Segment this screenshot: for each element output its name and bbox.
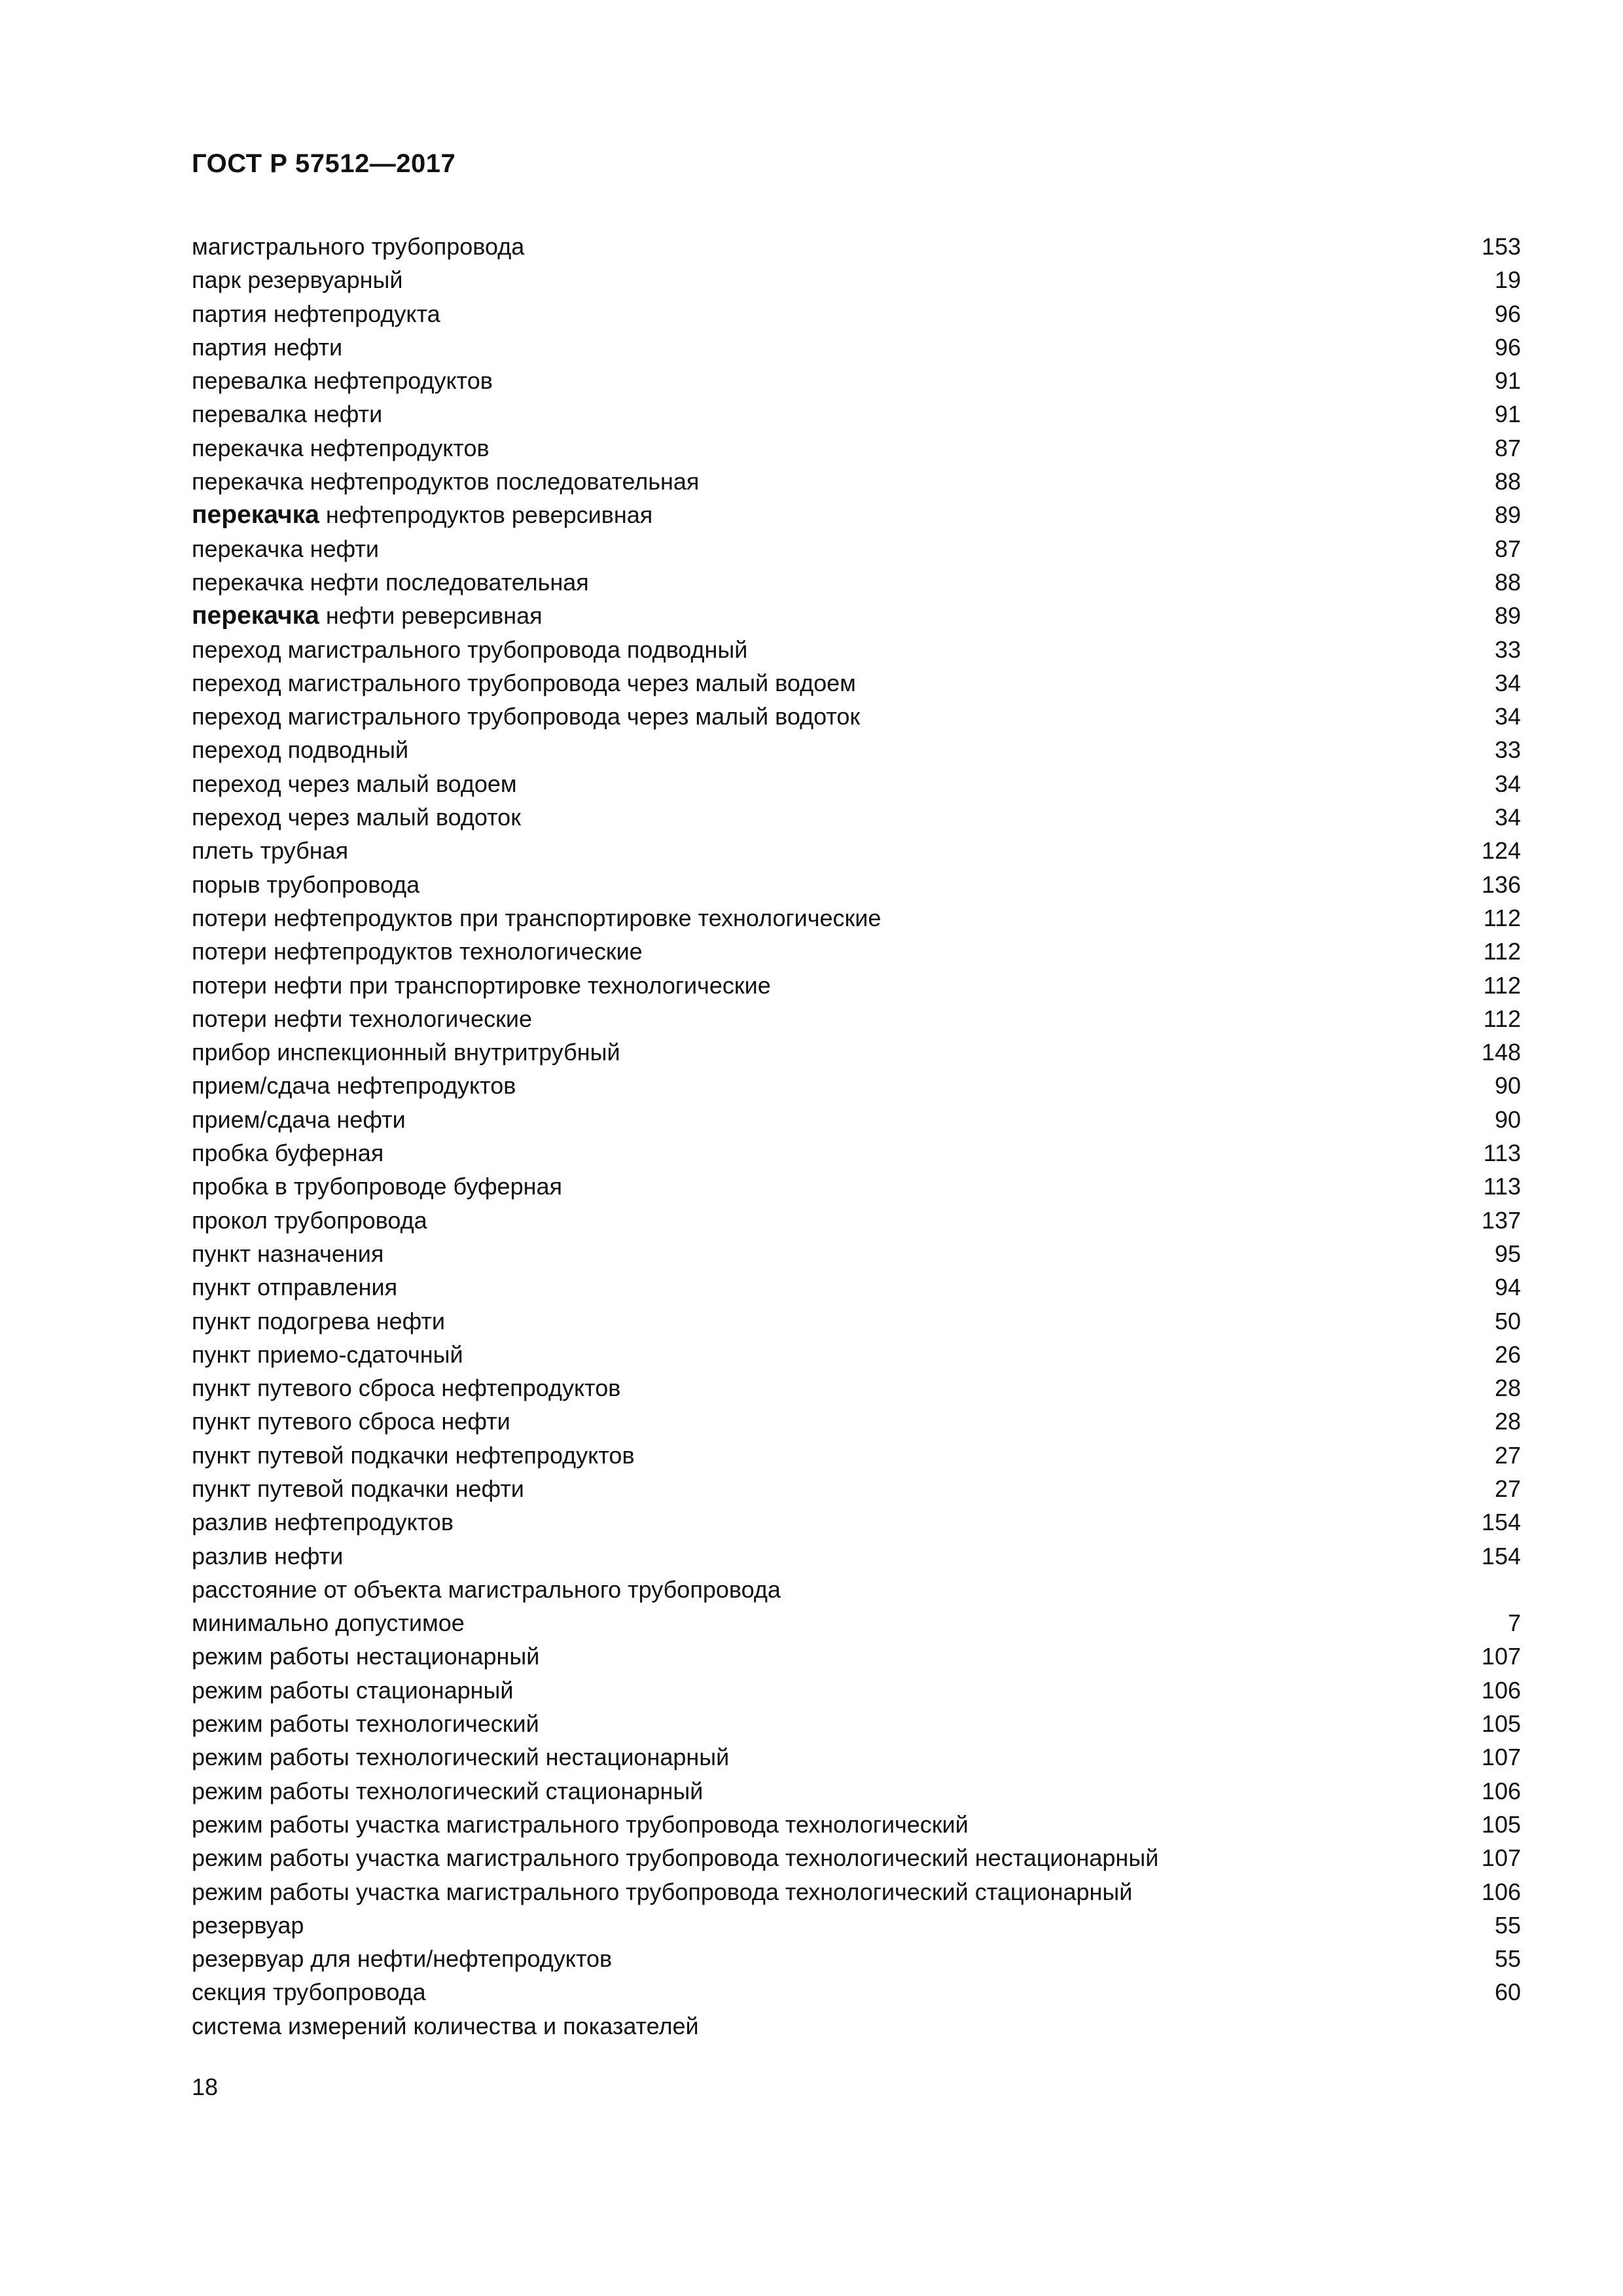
index-term [192, 1439, 635, 1472]
index-entry [192, 666, 1521, 700]
index-page-number: 34 [1494, 669, 1521, 696]
index-page-number: 106 [1481, 1676, 1521, 1704]
index-page-number: 33 [1494, 736, 1521, 764]
index-entry [192, 397, 1521, 431]
index-term [192, 868, 419, 901]
index-term [192, 969, 771, 1002]
index-term-text: пробка буферная [192, 1139, 384, 1167]
index-term-text: переход магистрального трубопровода через малый водоток [192, 703, 861, 730]
index-term [192, 1606, 465, 1640]
index-term-text: магистрального трубопровода [192, 233, 525, 260]
index-term [192, 1505, 454, 1539]
index-page-number: 91 [1494, 367, 1521, 395]
index-term-text: пункт путевой подкачки нефтепродуктов [192, 1441, 635, 1469]
index-term [192, 1136, 383, 1170]
index-term [192, 1170, 562, 1203]
index-page-number: 50 [1494, 1307, 1521, 1335]
index-entry [192, 969, 1521, 1002]
index-term [192, 565, 589, 599]
index-page-number: 106 [1481, 1777, 1521, 1804]
index-term-text: плеть трубная [192, 837, 349, 865]
index-term-text: потери нефти при транспортировке технологические [192, 971, 771, 999]
index-entry [192, 1674, 1521, 1707]
index-term-text: порыв трубопровода [192, 870, 420, 898]
index-page-number: 55 [1494, 1911, 1521, 1939]
index-term-text: пункт путевой подкачки нефти [192, 1475, 524, 1502]
index-page-number: 136 [1481, 870, 1521, 898]
index-entry [192, 431, 1521, 465]
index-entry [192, 1472, 1521, 1505]
index-term-text: перевалка нефтепродуктов [192, 367, 493, 395]
index-page-number: 113 [1483, 1173, 1521, 1200]
index-term-text: резервуар для нефти/нефтепродуктов [192, 1945, 613, 1973]
index-entry [192, 1270, 1521, 1304]
index-entry [192, 2009, 1521, 2043]
index-term [192, 1909, 304, 1942]
index-term-text: прием/сдача нефтепродуктов [192, 1072, 516, 1100]
index-term-text: режим работы нестационарный [192, 1643, 540, 1670]
index-page-number: 112 [1483, 938, 1521, 965]
index-page-number: 124 [1481, 837, 1521, 865]
page-number: 18 [192, 2073, 219, 2100]
index-entry [192, 263, 1521, 296]
index-term [192, 1808, 969, 1841]
index-term-text: пункт приемо-сдаточный [192, 1340, 463, 1368]
index-term [192, 1002, 532, 1035]
index-term [192, 1875, 1132, 1909]
index-page-number: 96 [1494, 333, 1521, 361]
index-term-text: прокол трубопровода [192, 1206, 427, 1234]
index-term-text: система измерений количества и показателей [192, 2012, 699, 2039]
index-page-number: 94 [1494, 1274, 1521, 1301]
index-page-number: 91 [1494, 401, 1521, 428]
index-page-number: 137 [1481, 1206, 1521, 1234]
index-entry [192, 1640, 1521, 1673]
index-page-number: 33 [1494, 636, 1521, 663]
index-term [192, 1304, 445, 1338]
index-term [192, 733, 408, 766]
index-page-number: 28 [1494, 1374, 1521, 1402]
index-term-text: перекачка нефти последовательная [192, 568, 589, 596]
index-page-number: 87 [1494, 535, 1521, 562]
index-entry [192, 1405, 1521, 1438]
index-term [192, 1942, 612, 1975]
index-term [192, 532, 379, 565]
alphabetical-index [192, 230, 1521, 2043]
index-entry [192, 465, 1521, 498]
index-page-number: 88 [1494, 468, 1521, 495]
index-entry [192, 498, 1521, 531]
index-term-text: потери нефтепродуктов при транспортировке технологические [192, 904, 882, 931]
index-term [192, 1539, 343, 1573]
index-term-text: переход через малый водоток [192, 804, 521, 831]
index-term-text: перекачка нефти [192, 535, 379, 562]
index-term-text: режим работы участка магистрального трубопровода технологический нестационарный [192, 1844, 1159, 1872]
index-term [192, 1975, 426, 2009]
index-term-text: потери нефтепродуктов технологические [192, 938, 643, 965]
index-page-number: 106 [1481, 1878, 1521, 1905]
index-page-number: 96 [1494, 300, 1521, 327]
index-page-number: 113 [1483, 1139, 1521, 1167]
index-entry [192, 1774, 1521, 1808]
index-page-number: 34 [1494, 770, 1521, 797]
index-entry [192, 331, 1521, 364]
index-entry [192, 599, 1521, 632]
index-term-text: переход магистрального трубопровода через малый водоем [192, 669, 856, 696]
index-entry [192, 1740, 1521, 1774]
index-term [192, 2009, 699, 2043]
index-term-text: перевалка нефти [192, 401, 383, 428]
index-term [192, 1204, 427, 1237]
index-term [192, 633, 747, 666]
index-entry [192, 1035, 1521, 1069]
index-term-text: потери нефти технологические [192, 1005, 533, 1032]
index-term-text: пункт подогрева нефти [192, 1307, 446, 1335]
index-entry [192, 1103, 1521, 1136]
index-term-text: режим работы участка магистрального трубопровода технологический [192, 1810, 969, 1838]
index-term [192, 297, 440, 331]
index-term-text: режим работы стационарный [192, 1676, 514, 1704]
index-page-number: 153 [1481, 233, 1521, 260]
index-entry [192, 1338, 1521, 1371]
index-term [192, 1069, 516, 1102]
index-term [192, 1035, 620, 1069]
index-term-text: пункт назначения [192, 1240, 384, 1267]
index-term-text: режим работы технологический [192, 1710, 539, 1738]
index-term-text: переход подводный [192, 736, 409, 764]
index-term [192, 1841, 1158, 1874]
index-entry [192, 767, 1521, 800]
index-term-text: пробка в трубопроводе буферная [192, 1173, 562, 1200]
index-page-number: 26 [1494, 1340, 1521, 1368]
index-term-text: партия нефтепродукта [192, 300, 440, 327]
index-term [192, 666, 856, 700]
index-term [192, 935, 643, 968]
index-page-number: 19 [1494, 266, 1521, 294]
index-page-number: 87 [1494, 434, 1521, 461]
index-page-number: 112 [1483, 904, 1521, 931]
index-term-text: прием/сдача нефти [192, 1105, 406, 1133]
index-term [192, 800, 521, 834]
index-entry [192, 565, 1521, 599]
index-entry [192, 901, 1521, 935]
index-term-text: пункт путевого сброса нефти [192, 1408, 510, 1435]
index-term [192, 1237, 383, 1270]
index-entry [192, 800, 1521, 834]
index-term-text: разлив нефти [192, 1542, 344, 1570]
index-entry [192, 1002, 1521, 1035]
index-page-number: 55 [1494, 1945, 1521, 1973]
index-entry [192, 1069, 1521, 1102]
index-page-number: 34 [1494, 703, 1521, 730]
index-page-number: 105 [1481, 1710, 1521, 1738]
index-page-number: 88 [1494, 568, 1521, 596]
index-term [192, 901, 881, 935]
index-term [192, 1774, 703, 1808]
index-term [192, 431, 490, 465]
index-entry [192, 1237, 1521, 1270]
index-term [192, 1405, 510, 1438]
index-entry [192, 633, 1521, 666]
index-page-number: 112 [1483, 1005, 1521, 1032]
index-page-number: 107 [1481, 1844, 1521, 1872]
index-term-text: переход через малый водоем [192, 770, 517, 797]
index-entry [192, 1573, 1521, 1606]
index-term [192, 331, 342, 364]
index-term [192, 700, 860, 733]
index-page-number: 27 [1494, 1475, 1521, 1502]
index-page-number: 107 [1481, 1643, 1521, 1670]
index-term [192, 1371, 620, 1405]
index-term [192, 1270, 397, 1304]
index-term [192, 1740, 729, 1774]
index-entry [192, 1539, 1521, 1573]
index-page-number: 60 [1494, 1979, 1521, 2006]
document-header: ГОСТ Р 57512—2017 [192, 149, 456, 178]
index-term [192, 498, 652, 531]
index-term [192, 1573, 781, 1606]
index-term-head: перекачка [192, 501, 319, 529]
index-term-text: режим работы технологический нестационарный [192, 1744, 730, 1771]
index-term-text: разлив нефтепродуктов [192, 1509, 454, 1536]
index-entry [192, 1606, 1521, 1640]
index-term-text: партия нефти [192, 333, 343, 361]
index-term-text: нефтепродуктов реверсивная [319, 501, 653, 529]
index-term [192, 230, 524, 263]
index-term [192, 364, 493, 397]
index-term-text: резервуар [192, 1911, 304, 1939]
index-entry [192, 1439, 1521, 1472]
index-entry [192, 297, 1521, 331]
index-entry [192, 868, 1521, 901]
index-entry [192, 364, 1521, 397]
index-entry [192, 230, 1521, 263]
index-entry [192, 733, 1521, 766]
index-page-number: 28 [1494, 1408, 1521, 1435]
index-entry [192, 1505, 1521, 1539]
index-entry [192, 1875, 1521, 1909]
index-entry [192, 1841, 1521, 1874]
index-entry [192, 1707, 1521, 1740]
index-term [192, 834, 348, 867]
index-page-number: 154 [1481, 1542, 1521, 1570]
index-term-text: пункт отправления [192, 1274, 398, 1301]
index-term-text: перекачка нефтепродуктов [192, 434, 490, 461]
index-page-number: 148 [1481, 1039, 1521, 1066]
index-term-head: перекачка [192, 601, 319, 630]
index-term [192, 1338, 463, 1371]
index-entry [192, 1304, 1521, 1338]
index-term [192, 465, 699, 498]
index-term-text: пункт путевого сброса нефтепродуктов [192, 1374, 621, 1402]
index-entry [192, 1975, 1521, 2009]
index-term-text: режим работы участка магистрального трубопровода технологический стационарный [192, 1878, 1133, 1905]
index-entry [192, 1909, 1521, 1942]
index-page-number: 107 [1481, 1744, 1521, 1771]
index-entry [192, 700, 1521, 733]
index-term [192, 1640, 539, 1673]
index-entry [192, 1170, 1521, 1203]
index-entry [192, 1136, 1521, 1170]
index-page-number: 95 [1494, 1240, 1521, 1267]
index-entry [192, 1808, 1521, 1841]
index-page-number: 154 [1481, 1509, 1521, 1536]
index-term [192, 397, 382, 431]
index-term-text: переход магистрального трубопровода подводный [192, 636, 748, 663]
index-entry [192, 1942, 1521, 1975]
index-page-number: 27 [1494, 1441, 1521, 1469]
index-page-number: 89 [1494, 501, 1521, 529]
index-term-text: парк резервуарный [192, 266, 403, 294]
index-term-text: секция трубопровода [192, 1979, 426, 2006]
index-term-text: нефти реверсивная [319, 602, 543, 630]
index-term [192, 1674, 513, 1707]
index-entry [192, 834, 1521, 867]
index-entry [192, 1204, 1521, 1237]
index-page-number: 112 [1483, 971, 1521, 999]
index-term [192, 767, 517, 800]
index-entry [192, 935, 1521, 968]
index-term-text: расстояние от объекта магистрального трубопровода [192, 1575, 781, 1603]
index-page-number: 7 [1507, 1609, 1521, 1637]
index-entry [192, 532, 1521, 565]
index-page-number: 105 [1481, 1810, 1521, 1838]
index-term [192, 599, 543, 632]
index-page-number: 90 [1494, 1072, 1521, 1100]
index-term-text: перекачка нефтепродуктов последовательная [192, 468, 700, 495]
index-page-number: 89 [1494, 602, 1521, 630]
index-term [192, 263, 403, 296]
index-term-text: минимально допустимое [192, 1609, 465, 1637]
index-page-number: 90 [1494, 1105, 1521, 1133]
index-entry [192, 1371, 1521, 1405]
index-page-number: 34 [1494, 804, 1521, 831]
index-term [192, 1103, 406, 1136]
index-term-text: прибор инспекционный внутритрубный [192, 1039, 620, 1066]
index-term [192, 1472, 524, 1505]
index-term-text: режим работы технологический стационарный [192, 1777, 704, 1804]
index-term [192, 1707, 539, 1740]
